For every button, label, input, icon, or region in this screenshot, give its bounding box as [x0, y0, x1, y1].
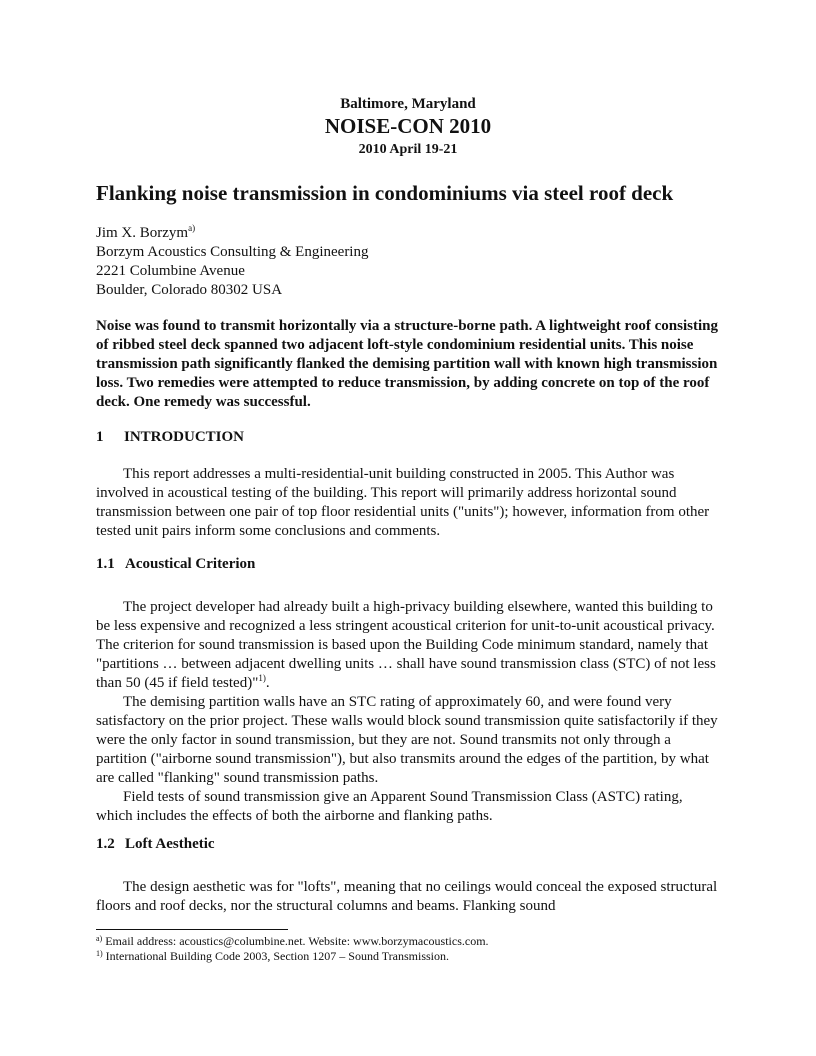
author-affiliation-mark: a) [188, 223, 196, 233]
footnote-mark: 1) [96, 949, 103, 958]
body-paragraph: Field tests of sound transmission give an Apparent Sound Transmission Class (ASTC) rating, which includes the effects of both the airborne and flanking paths. [96, 789, 683, 824]
author-name: Jim X. Borzym [96, 225, 189, 241]
body-paragraph: The design aesthetic was for "lofts", meaning that no ceilings would conceal the exposed structural floors and roof decks, nor the structural columns and beams. Flanking sound [96, 879, 718, 914]
author-name-line [96, 224, 736, 243]
author-organization: Borzym Acoustics Consulting & Engineering [96, 244, 369, 260]
section-heading-loft-aesthetic [96, 836, 215, 853]
footnote-text: International Building Code 2003, Section 1207 – Sound Transmission. [102, 949, 450, 963]
section-title: INTRODUCTION [124, 429, 245, 445]
paragraph-text: The project developer had already built a high-privacy building elsewhere, wanted this building to be less expensive and recognized a less stringent acoustical criterion for unit-to-unit acoustical privacy. The criterion for sound transmission is based upon the Building Code minimum standard, namely that "partitions … between adjacent dwelling units … shall have sound transmission class (STC) of not less than 50 (45 if field tested)" [96, 599, 716, 691]
paper-title: Flanking noise transmission in condominiums via steel roof deck [96, 181, 674, 205]
section-number: 1.2 [96, 836, 115, 852]
abstract: Noise was found to transmit horizontally via a structure-borne path. A lightweight roof consisting of ribbed steel deck spanned two adjacent loft-style condominium residential units. This noise transmission path significantly flanked the demising partition wall with known high transmission loss. Two remedies were attempted to reduce transmission, by adding concrete on top of the roof deck. One remedy was successful. [96, 318, 718, 410]
section-heading-introduction [96, 429, 244, 446]
section-title: Loft Aesthetic [125, 836, 215, 852]
section-heading-acoustical-criterion [96, 556, 255, 573]
paragraph-end: . [265, 675, 270, 691]
body-paragraph [96, 598, 721, 693]
section-title: Acoustical Criterion [125, 556, 256, 572]
footnote-divider [96, 929, 288, 930]
loft-aesthetic-paragraph [96, 878, 721, 916]
section-number: 1 [96, 429, 104, 445]
footnote-item [96, 949, 736, 964]
author-street: 2221 Columbine Avenue [96, 263, 245, 279]
footnote-mark: a) [96, 934, 103, 943]
body-paragraph: The demising partition walls have an STC rating of approximately 60, and were found very satisfactory on the prior project. These walls would block sound transmission quite satisfactorily if they were the only factor in sound transmission, but they are not. Sound transmits not only through a partition ("airborne sound transmission"), but also transmits around the edges of the partition, by what are called "flanking" sound transmission paths. [96, 694, 718, 786]
conference-location: Baltimore, Maryland [340, 96, 476, 112]
acoustical-criterion-body [96, 598, 721, 826]
conference-name: NOISE-CON 2010 [324, 114, 492, 138]
body-paragraph: This report addresses a multi-residential-unit building constructed in 2005. This Author was involved in acoustical testing of the building. This report will primarily address horizontal sound transmission between one pair of top floor residential units ("units"); however, information from other tested unit pairs inform some conclusions and comments. [96, 466, 710, 539]
conference-date: 2010 April 19-21 [358, 142, 458, 157]
footnotes [96, 934, 736, 964]
footnote-text: Email address: acoustics@columbine.net. Website: www.borzymacoustics.com. [102, 934, 489, 948]
reference-mark: 1) [258, 673, 266, 683]
introduction-paragraph [96, 465, 721, 541]
section-number: 1.1 [96, 556, 115, 572]
author-city: Boulder, Colorado 80302 USA [96, 282, 283, 298]
author-block [96, 224, 736, 300]
footnote-item [96, 934, 736, 949]
